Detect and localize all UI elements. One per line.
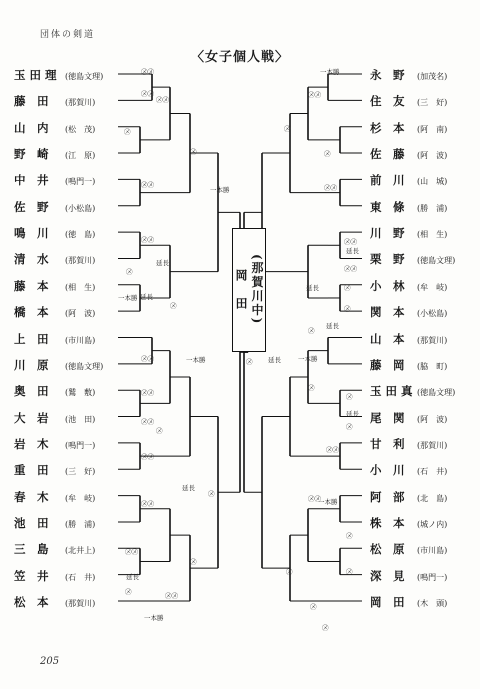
player-school: (小松島) bbox=[417, 309, 448, 319]
match-mark-m04: ㋱ bbox=[124, 128, 131, 136]
player-school: (石 井) bbox=[65, 572, 96, 582]
match-mark-m52: ㋱㋱ bbox=[308, 495, 321, 503]
match-mark-m25: ㋱㋱ bbox=[125, 548, 138, 556]
right-player-7 bbox=[370, 224, 447, 240]
player-name: 小 林 bbox=[370, 278, 405, 293]
match-mark-m19: ㋱㋱ bbox=[141, 453, 154, 461]
player-name: 川 原 bbox=[14, 357, 49, 372]
match-mark-m38: ㋱ bbox=[344, 284, 351, 292]
match-mark-m33: ㋱ bbox=[324, 150, 331, 158]
match-mark-m49: 延長 bbox=[346, 410, 359, 418]
left-player-5 bbox=[14, 171, 95, 187]
player-school: (徳島文理) bbox=[65, 361, 104, 371]
player-school: (小松島) bbox=[65, 203, 96, 213]
player-school: (池 田) bbox=[65, 414, 96, 424]
player-name: 奥 田 bbox=[14, 384, 49, 399]
player-name: 小 川 bbox=[370, 463, 405, 478]
player-school: (牟 岐) bbox=[417, 282, 448, 292]
player-school: (那賀川) bbox=[65, 599, 96, 608]
left-player-18 bbox=[14, 514, 95, 530]
player-name: 清 水 bbox=[14, 252, 49, 267]
player-name: 山 本 bbox=[370, 331, 405, 346]
player-school: (徳島文理) bbox=[65, 72, 104, 81]
right-player-20 bbox=[370, 567, 447, 583]
player-school: (脇 町) bbox=[417, 361, 448, 371]
player-school: (北 島) bbox=[417, 493, 448, 503]
player-school: (那賀川) bbox=[65, 98, 96, 108]
match-mark-m45: ㋱ bbox=[308, 384, 315, 392]
match-mark-m54: ㋱ bbox=[322, 624, 329, 632]
player-school: (鳴門一) bbox=[65, 177, 96, 187]
left-player-1 bbox=[14, 66, 103, 82]
left-player-7 bbox=[14, 224, 95, 240]
match-mark-m22: ㋱㋱ bbox=[141, 500, 154, 508]
player-school: (那賀川) bbox=[417, 440, 448, 450]
match-mark-m24: 一本勝 bbox=[144, 614, 164, 622]
player-name: 野 崎 bbox=[14, 147, 49, 162]
match-mark-m08: 延長 bbox=[156, 259, 169, 267]
match-mark-m02: ㋱㋱ bbox=[141, 90, 154, 98]
player-name: 春 木 bbox=[14, 489, 49, 504]
player-school: (那賀川) bbox=[65, 256, 96, 266]
player-name: 栗 野 bbox=[370, 252, 405, 267]
match-mark-m40: 延長 bbox=[306, 284, 319, 292]
player-name: 藤 田 bbox=[14, 94, 49, 109]
right-player-9 bbox=[370, 277, 447, 293]
left-player-15 bbox=[14, 435, 95, 451]
match-mark-m32: ㋱㋱ bbox=[324, 184, 337, 192]
match-mark-m42: ㋱ bbox=[308, 327, 315, 335]
player-school: (阿 波) bbox=[417, 414, 448, 424]
player-name: 住 友 bbox=[370, 94, 405, 109]
match-mark-m20: 延長 bbox=[182, 484, 195, 492]
right-player-13 bbox=[370, 382, 455, 398]
left-player-16 bbox=[14, 461, 95, 477]
match-mark-m11: 延長 bbox=[140, 293, 153, 301]
player-school: (市川島) bbox=[417, 546, 448, 556]
match-mark-m05: 一本勝 bbox=[210, 186, 230, 194]
player-school: (鳴門一) bbox=[65, 440, 96, 450]
player-school: (北井上) bbox=[65, 546, 96, 556]
champion-school: (那賀川中) bbox=[250, 254, 264, 326]
player-school: (阿 南) bbox=[417, 124, 448, 134]
champion-name: 岡 田 bbox=[234, 269, 248, 311]
player-school: (相 生) bbox=[65, 282, 96, 292]
player-school: (加茂名) bbox=[417, 72, 448, 81]
player-name: 関 本 bbox=[370, 305, 405, 320]
player-name: 大 岩 bbox=[14, 410, 49, 425]
right-player-17 bbox=[370, 488, 447, 504]
player-school: (徳島文理) bbox=[417, 388, 456, 398]
player-school: (牟 岐) bbox=[65, 493, 96, 503]
running-header: 団体の剣道 bbox=[40, 30, 96, 40]
player-school: (三 好) bbox=[417, 98, 448, 108]
player-name: 玉 田 真 bbox=[370, 384, 413, 399]
player-school: (市川島) bbox=[65, 335, 96, 345]
player-school: (徳 島) bbox=[65, 230, 96, 240]
player-name: 東 條 bbox=[370, 199, 405, 214]
player-name: 松 本 bbox=[14, 595, 49, 609]
match-mark-m26: ㋱ bbox=[125, 588, 132, 596]
player-school: (松 茂) bbox=[65, 124, 96, 134]
left-player-9 bbox=[14, 277, 95, 293]
right-player-6 bbox=[370, 198, 447, 214]
player-name: 深 見 bbox=[370, 568, 405, 583]
left-player-14 bbox=[14, 409, 95, 425]
match-mark-m46: ㋱ bbox=[346, 393, 353, 401]
player-name: 藤 本 bbox=[14, 278, 49, 293]
match-mark-m36: ㋱㋱ bbox=[344, 238, 357, 246]
left-player-19 bbox=[14, 540, 95, 556]
player-school: (阿 波) bbox=[65, 309, 96, 319]
match-mark-m15: 一本勝 bbox=[186, 356, 206, 364]
right-player-3 bbox=[370, 119, 447, 135]
match-mark-m13: ㋱ bbox=[190, 148, 197, 156]
match-mark-m14: ㋱㋱ bbox=[141, 355, 154, 363]
match-mark-m01: ㋱㋱ bbox=[141, 68, 154, 76]
match-mark-m27: ㋱㋱ bbox=[165, 592, 178, 600]
champion-box bbox=[232, 228, 266, 352]
match-mark-m51: ㋱ bbox=[346, 532, 353, 540]
match-mark-m50: 一本勝 bbox=[318, 498, 338, 506]
player-name: 橋 本 bbox=[14, 305, 49, 320]
right-player-8 bbox=[370, 250, 455, 266]
player-name: 川 野 bbox=[370, 226, 405, 241]
left-player-13 bbox=[14, 382, 95, 398]
right-player-10 bbox=[370, 303, 447, 319]
match-mark-m07: ㋱㋱ bbox=[141, 236, 154, 244]
match-mark-m18: ㋱ bbox=[156, 427, 163, 435]
player-name: 池 田 bbox=[14, 515, 49, 530]
player-name: 藤 岡 bbox=[370, 357, 405, 372]
match-mark-m31: ㋱ bbox=[284, 125, 291, 133]
match-mark-m09: ㋱ bbox=[126, 268, 133, 276]
player-school: (木 頭) bbox=[417, 599, 448, 608]
player-name: 玉 田 理 bbox=[14, 68, 57, 82]
left-player-4 bbox=[14, 145, 95, 161]
left-player-2 bbox=[14, 92, 95, 108]
match-mark-m21: ㋱ bbox=[208, 490, 215, 498]
player-school: (勝 浦) bbox=[65, 519, 96, 529]
player-name: 笠 井 bbox=[14, 568, 49, 583]
player-name: 岩 木 bbox=[14, 436, 49, 451]
right-player-11 bbox=[370, 330, 447, 346]
right-player-1 bbox=[370, 66, 447, 82]
match-mark-m03: ㋱㋱ bbox=[156, 96, 169, 104]
left-player-6 bbox=[14, 198, 95, 214]
match-mark-m47: ㋱㋱ bbox=[326, 446, 339, 454]
player-school: (鷲 敷) bbox=[65, 388, 96, 398]
right-player-2 bbox=[370, 92, 447, 108]
player-name: 松 原 bbox=[370, 542, 405, 557]
match-mark-m28: ㋱ bbox=[190, 558, 197, 566]
right-player-18 bbox=[370, 514, 447, 530]
left-player-3 bbox=[14, 119, 95, 135]
match-mark-m06: ㋱㋱ bbox=[141, 181, 154, 189]
match-mark-m17: ㋱㋱ bbox=[141, 418, 154, 426]
player-name: 岡 田 bbox=[370, 595, 405, 609]
match-mark-m56: ㋱ bbox=[286, 568, 293, 576]
match-mark-m39: ㋱ bbox=[344, 305, 351, 313]
match-mark-m34: 延長 bbox=[346, 247, 359, 255]
player-name: 佐 藤 bbox=[370, 147, 405, 162]
left-player-10 bbox=[14, 303, 95, 319]
match-mark-m10: 一本勝 bbox=[118, 294, 138, 302]
player-name: 阿 部 bbox=[370, 489, 405, 504]
player-school: (阿 波) bbox=[417, 151, 448, 161]
match-mark-m23: 延長 bbox=[126, 573, 139, 581]
match-mark-m12: ㋱ bbox=[170, 302, 177, 310]
player-name: 前 川 bbox=[370, 173, 405, 188]
player-school: (徳島文理) bbox=[417, 256, 456, 266]
player-name: 重 田 bbox=[14, 463, 49, 478]
match-mark-m55: ㋱ bbox=[310, 603, 317, 611]
match-mark-m16: ㋱㋱ bbox=[141, 389, 154, 397]
player-school: (勝 浦) bbox=[417, 203, 448, 213]
player-name: 山 内 bbox=[14, 120, 49, 135]
right-player-4 bbox=[370, 145, 447, 161]
right-player-16 bbox=[370, 461, 447, 477]
player-name: 杉 本 bbox=[370, 120, 405, 135]
left-player-11 bbox=[14, 330, 95, 346]
match-mark-m53: ㋱ bbox=[346, 568, 353, 576]
player-name: 甘 利 bbox=[370, 436, 405, 451]
right-player-21 bbox=[370, 593, 447, 609]
match-mark-m29: 一本勝 bbox=[320, 68, 340, 76]
match-mark-m48: ㋱ bbox=[346, 423, 353, 431]
match-mark-m37: 延長 bbox=[326, 322, 339, 330]
right-player-5 bbox=[370, 171, 447, 187]
player-school: (鳴門一) bbox=[417, 572, 448, 582]
player-name: 三 島 bbox=[14, 542, 49, 557]
player-school: (三 好) bbox=[65, 467, 96, 477]
match-mark-m30: ㋱㋱ bbox=[308, 91, 321, 99]
player-name: 尾 関 bbox=[370, 410, 405, 425]
player-school: (石 井) bbox=[417, 467, 448, 477]
player-school: (城ノ内) bbox=[417, 519, 448, 529]
left-player-8 bbox=[14, 250, 95, 266]
player-name: 永 野 bbox=[370, 68, 405, 82]
right-player-12 bbox=[370, 356, 447, 372]
right-player-19 bbox=[370, 540, 447, 556]
player-school: (山 城) bbox=[417, 177, 448, 187]
left-player-21 bbox=[14, 593, 95, 609]
player-name: 佐 野 bbox=[14, 199, 49, 214]
player-school: (那賀川) bbox=[417, 335, 448, 345]
match-mark-m41: 一本勝 bbox=[298, 355, 318, 363]
player-name: 株 本 bbox=[370, 515, 405, 530]
page-number: 205 bbox=[40, 656, 60, 667]
player-school: (相 生) bbox=[417, 230, 448, 240]
match-mark-m44: 延長 bbox=[268, 356, 281, 364]
player-name: 中 井 bbox=[14, 173, 49, 188]
match-mark-m35: ㋱㋱ bbox=[344, 265, 357, 273]
match-mark-m43: ㋱ bbox=[246, 358, 253, 366]
page-title: 〈女子個人戦〉 bbox=[190, 50, 289, 65]
left-player-17 bbox=[14, 488, 95, 504]
left-player-20 bbox=[14, 567, 95, 583]
right-player-14 bbox=[370, 409, 447, 425]
left-player-12 bbox=[14, 356, 103, 372]
player-name: 上 田 bbox=[14, 331, 49, 346]
player-name: 鳴 川 bbox=[14, 226, 49, 241]
player-school: (江 原) bbox=[65, 151, 96, 161]
right-player-15 bbox=[370, 435, 447, 451]
